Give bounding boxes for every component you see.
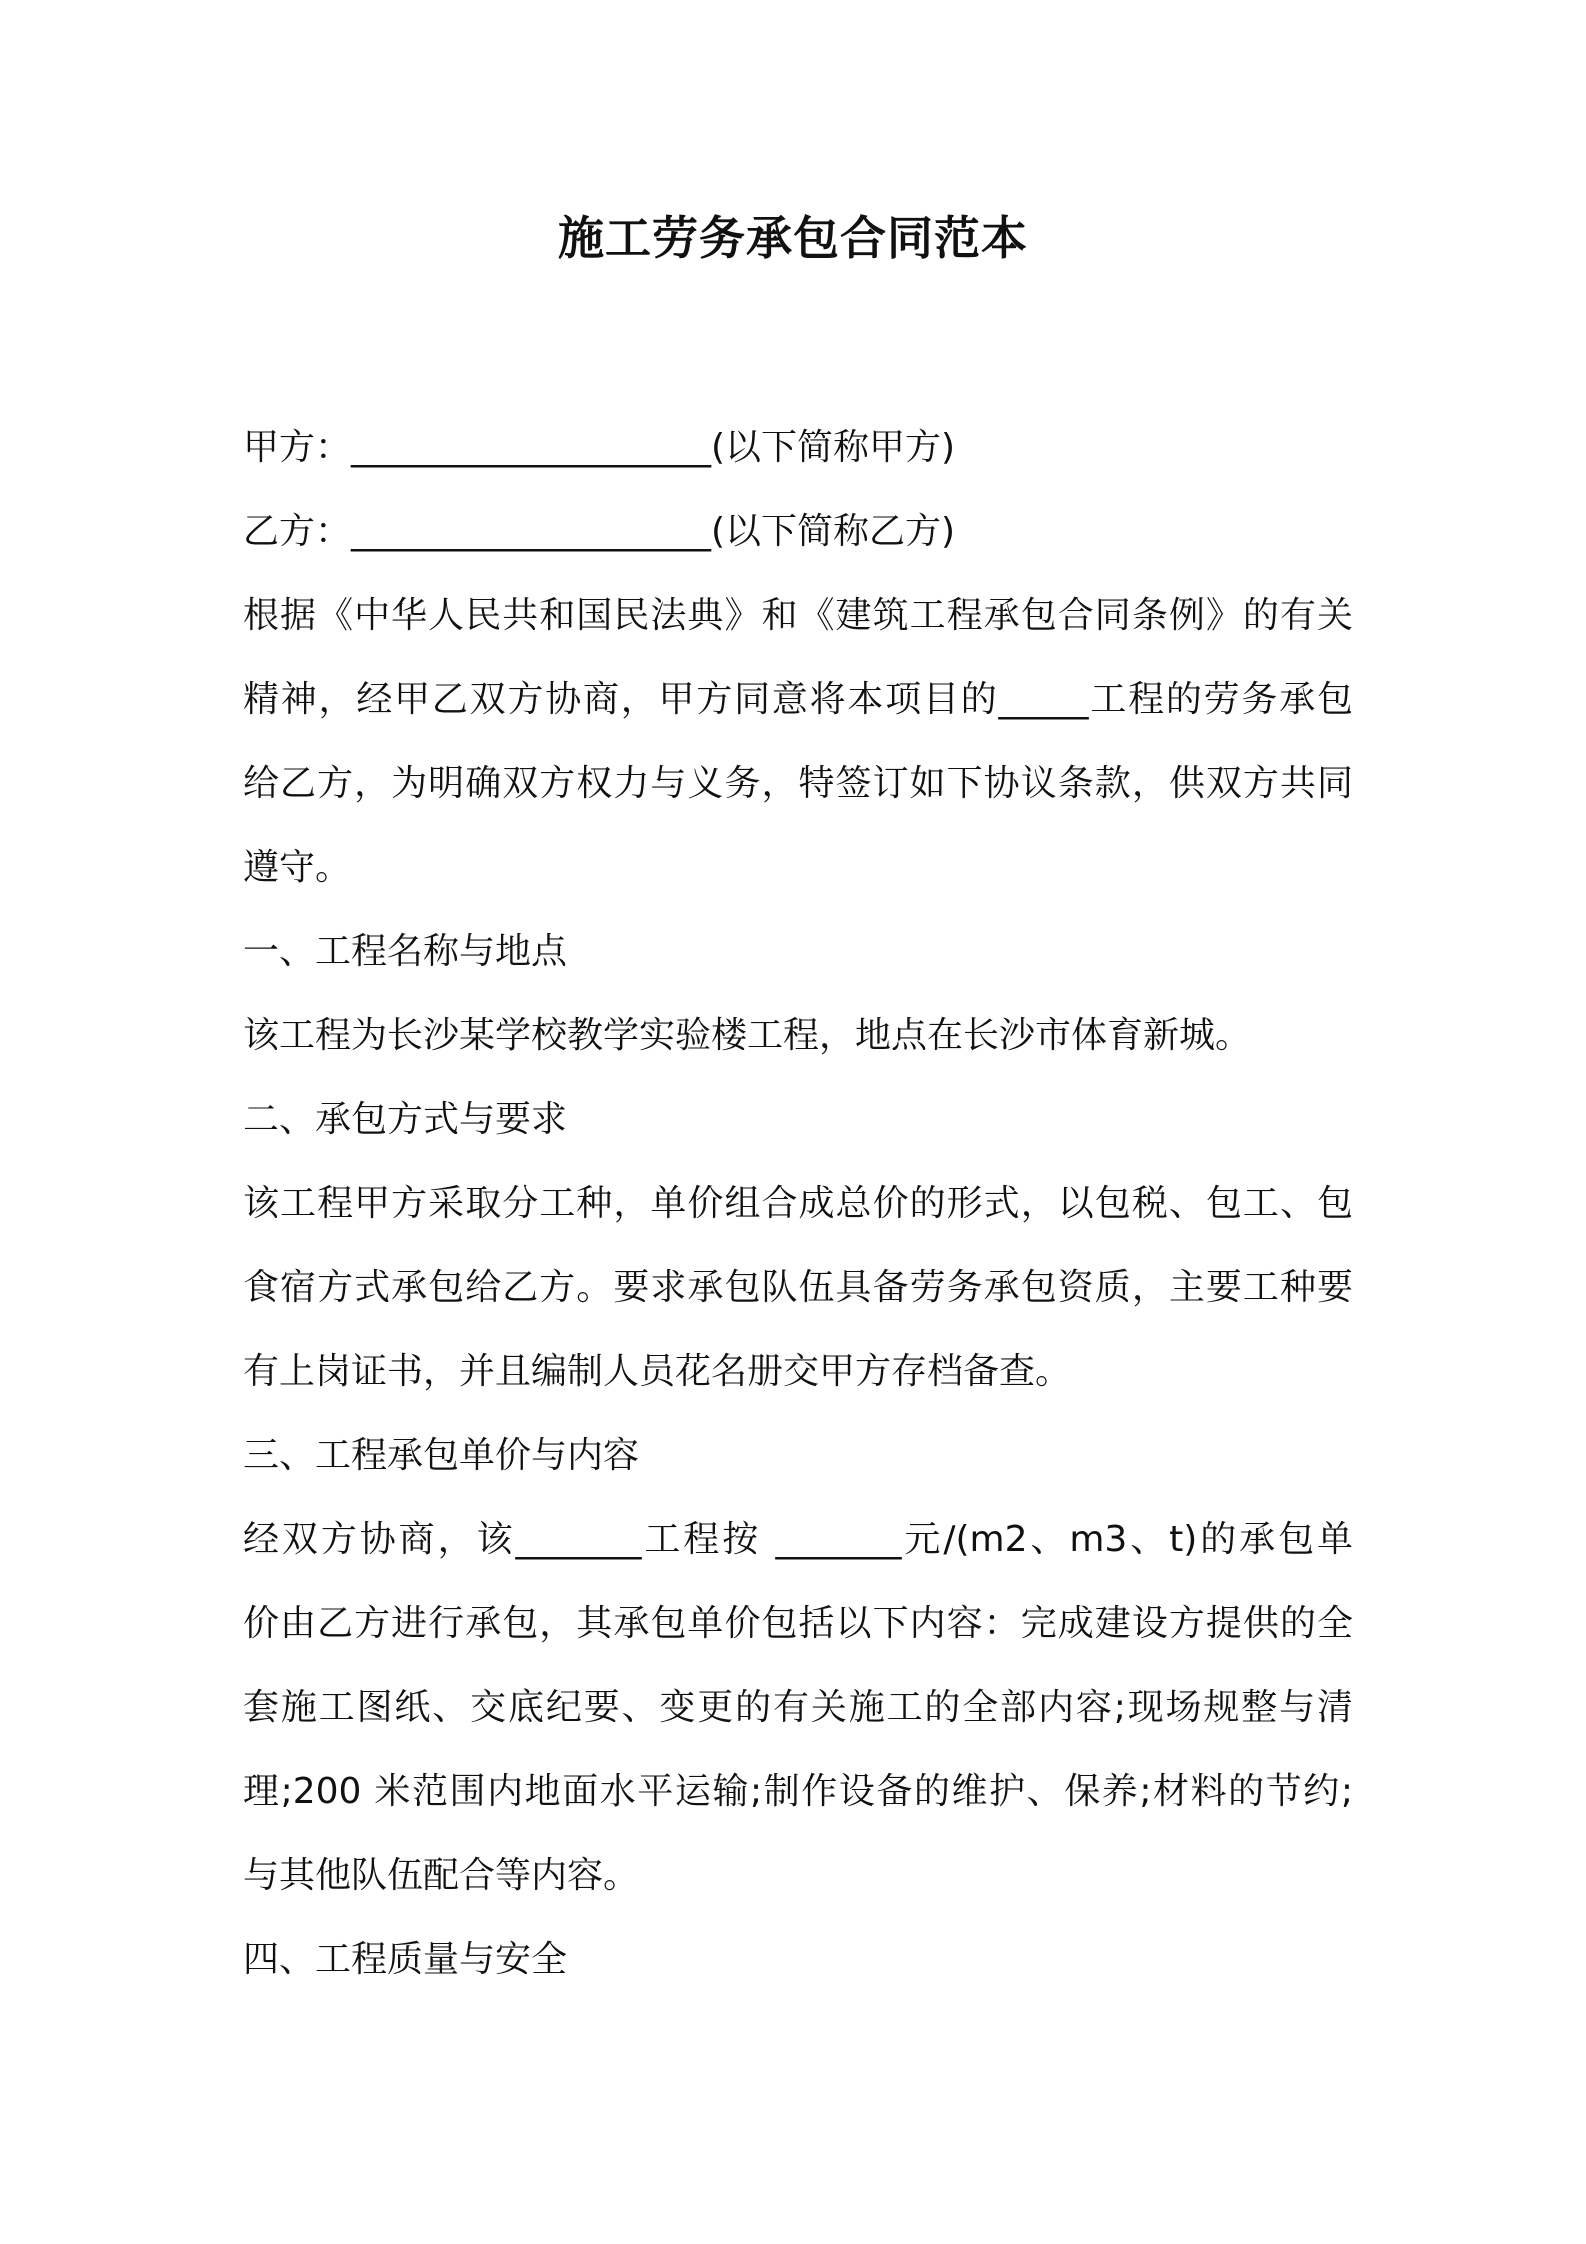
section-heading: 四、工程质量与安全	[243, 1939, 568, 1980]
party-b-line: 乙方：____________________(以下简称乙方)	[243, 511, 956, 552]
section-text-line: 套施工图纸、交底纪要、变更的有关施工的全部内容;现场规整与清	[243, 1687, 1353, 1728]
document-title: 施工劳务承包合同范本	[558, 211, 1028, 265]
section-heading: 二、承包方式与要求	[243, 1099, 568, 1140]
intro-line: 根据《中华人民共和国民法典》和《建筑工程承包合同条例》的有关	[243, 595, 1353, 636]
section-text-line: 有上岗证书，并且编制人员花名册交甲方存档备查。	[243, 1351, 1072, 1392]
section-text-line: 该工程甲方采取分工种，单价组合成总价的形式，以包税、包工、包	[243, 1183, 1353, 1224]
intro-line: 遵守。	[243, 847, 352, 888]
section-heading: 一、工程名称与地点	[243, 931, 568, 972]
intro-line: 精神，经甲乙双方协商，甲方同意将本项目的_____工程的劳务承包	[243, 679, 1353, 720]
intro-line: 给乙方，为明确双方权力与义务，特签订如下协议条款，供双方共同	[243, 763, 1353, 804]
section-text-line: 该工程为长沙某学校教学实验楼工程，地点在长沙市体育新城。	[243, 1015, 1252, 1056]
section-text-line: 经双方协商，该_______工程按 _______元/(m2、m3、t)的承包单	[243, 1519, 1353, 1560]
section-text-line: 食宿方式承包给乙方。要求承包队伍具备劳务承包资质，主要工种要	[243, 1267, 1353, 1308]
section-text-line: 与其他队伍配合等内容。	[243, 1855, 640, 1896]
section-text-line: 理;200 米范围内地面水平运输;制作设备的维护、保养;材料的节约;	[243, 1771, 1353, 1812]
section-text-line: 价由乙方进行承包，其承包单价包括以下内容：完成建设方提供的全	[243, 1603, 1353, 1644]
section-heading: 三、工程承包单价与内容	[243, 1435, 640, 1476]
party-a-line: 甲方：____________________(以下简称甲方)	[243, 427, 956, 468]
document-body	[243, 406, 1353, 2002]
